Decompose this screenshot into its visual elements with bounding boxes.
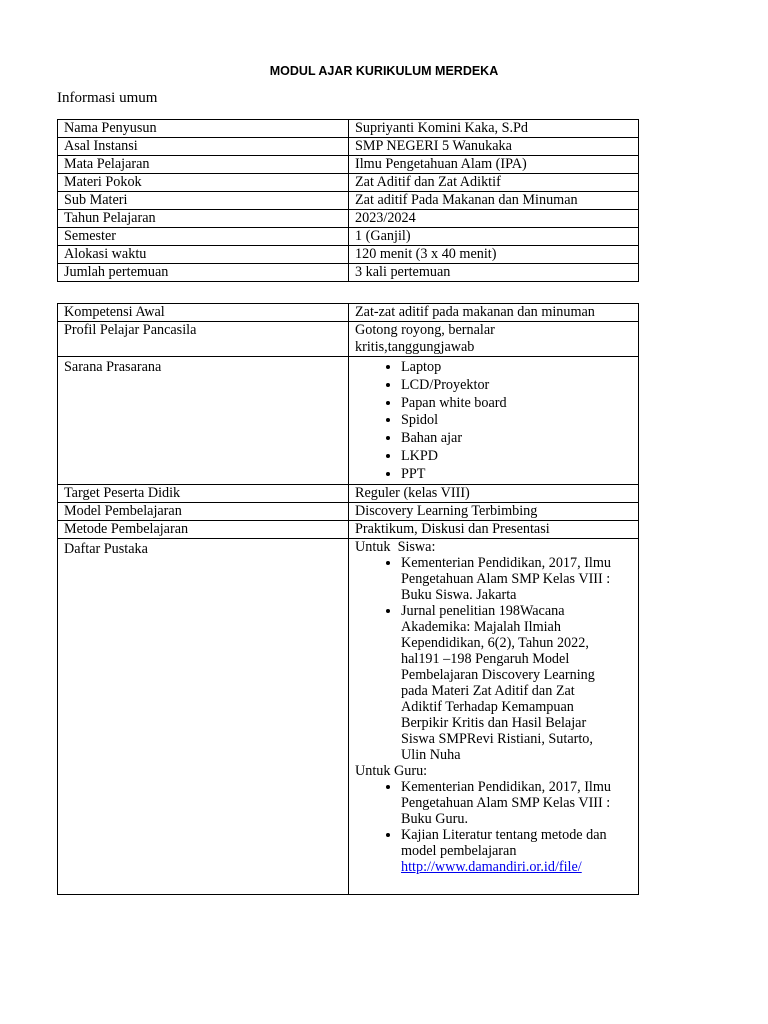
row-value: Reguler (kelas VIII) <box>349 484 639 502</box>
table-row <box>58 520 639 538</box>
reference-text: Kajian Literatur tentang metode dan model pembelajaran <box>401 826 607 859</box>
table-row <box>58 138 639 156</box>
row-label: Semester <box>58 228 349 246</box>
table-row <box>58 192 639 210</box>
list-item: • Jurnal penelitian 198Wacana Akademika: Majalah Ilmiah Kependidikan, 6(2), Tahun 2022, hal191 –198 Pengaruh Model Pembelajaran Discovery Learning pada Materi Zat Aditif dan Zat Adiktif Terhadap Kemampuan Berpikir Kritis dan Hasil Belajar Siswa SMPRevi Ristiani, Sutarto, Ulin Nuha <box>401 603 612 763</box>
row-value: 3 kali pertemuan <box>349 264 639 282</box>
row-value: Zat aditif Pada Makanan dan Minuman <box>349 192 639 210</box>
section-subtitle: Informasi umum <box>57 90 158 106</box>
row-value: SMP NEGERI 5 Wanukaka <box>349 138 639 156</box>
row-label: Metode Pembelajaran <box>58 520 349 538</box>
detail-table <box>57 303 639 895</box>
row-label: Asal Instansi <box>58 138 349 156</box>
table-row <box>58 156 639 174</box>
siswa-heading: Untuk Siswa: <box>355 538 436 555</box>
row-value: Gotong royong, bernalar kritis,tanggungjawab <box>349 322 639 357</box>
table-row <box>58 322 639 357</box>
row-value: Zat-zat aditif pada makanan dan minuman <box>349 304 639 322</box>
row-label: Kompetensi Awal <box>58 304 349 322</box>
row-label: Target Peserta Didik <box>58 484 349 502</box>
table-row <box>58 246 639 264</box>
row-value: Zat Aditif dan Zat Adiktif <box>349 174 639 192</box>
row-label: Nama Penyusun <box>58 120 349 138</box>
row-label: Sarana Prasarana <box>58 357 349 485</box>
table-row <box>58 538 639 894</box>
row-label: Jumlah pertemuan <box>58 264 349 282</box>
table-row <box>58 210 639 228</box>
list-item <box>401 827 612 875</box>
row-value: 1 (Ganjil) <box>349 228 639 246</box>
pustaka-cell <box>349 538 639 894</box>
row-label: Materi Pokok <box>58 174 349 192</box>
row-label: Model Pembelajaran <box>58 502 349 520</box>
list-item: • LCD/Proyektor <box>401 377 632 395</box>
guru-heading: Untuk Guru: <box>355 762 428 779</box>
table-row <box>58 228 639 246</box>
row-value: 2023/2024 <box>349 210 639 228</box>
row-label: Alokasi waktu <box>58 246 349 264</box>
list-item: • Spidol <box>401 412 632 430</box>
row-value: Ilmu Pengetahuan Alam (IPA) <box>349 156 639 174</box>
table-row <box>58 484 639 502</box>
row-label: Sub Materi <box>58 192 349 210</box>
table-row <box>58 264 639 282</box>
row-label: Daftar Pustaka <box>58 538 349 894</box>
info-table <box>57 119 639 282</box>
list-item: • Kementerian Pendidikan, 2017, Ilmu Pengetahuan Alam SMP Kelas VIII : Buku Guru. <box>401 779 612 827</box>
row-label: Tahun Pelajaran <box>58 210 349 228</box>
list-item: • PPT <box>401 466 632 484</box>
row-value: Discovery Learning Terbimbing <box>349 502 639 520</box>
table-row <box>58 174 639 192</box>
row-value: Praktikum, Diskusi dan Presentasi <box>349 520 639 538</box>
row-value: Supriyanti Komini Kaka, S.Pd <box>349 120 639 138</box>
row-label: Mata Pelajaran <box>58 156 349 174</box>
guru-reference-list <box>355 779 632 875</box>
table-row <box>58 304 639 322</box>
list-item: • LKPD <box>401 448 632 466</box>
sarana-list <box>355 359 632 484</box>
row-value: 120 menit (3 x 40 menit) <box>349 246 639 264</box>
row-label: Profil Pelajar Pancasila <box>58 322 349 357</box>
document-title: MODUL AJAR KURIKULUM MERDEKA <box>269 64 499 78</box>
table-row <box>58 120 639 138</box>
list-item: • Papan white board <box>401 395 632 413</box>
table-row <box>58 357 639 485</box>
table-row <box>58 502 639 520</box>
list-item: • Laptop <box>401 359 632 377</box>
reference-link[interactable]: http://www.damandiri.or.id/file/ <box>401 858 582 875</box>
sarana-list-cell <box>349 357 639 485</box>
siswa-reference-list <box>355 555 632 763</box>
list-item: • Kementerian Pendidikan, 2017, Ilmu Pengetahuan Alam SMP Kelas VIII : Buku Siswa. Jakarta <box>401 555 612 603</box>
list-item: • Bahan ajar <box>401 430 632 448</box>
